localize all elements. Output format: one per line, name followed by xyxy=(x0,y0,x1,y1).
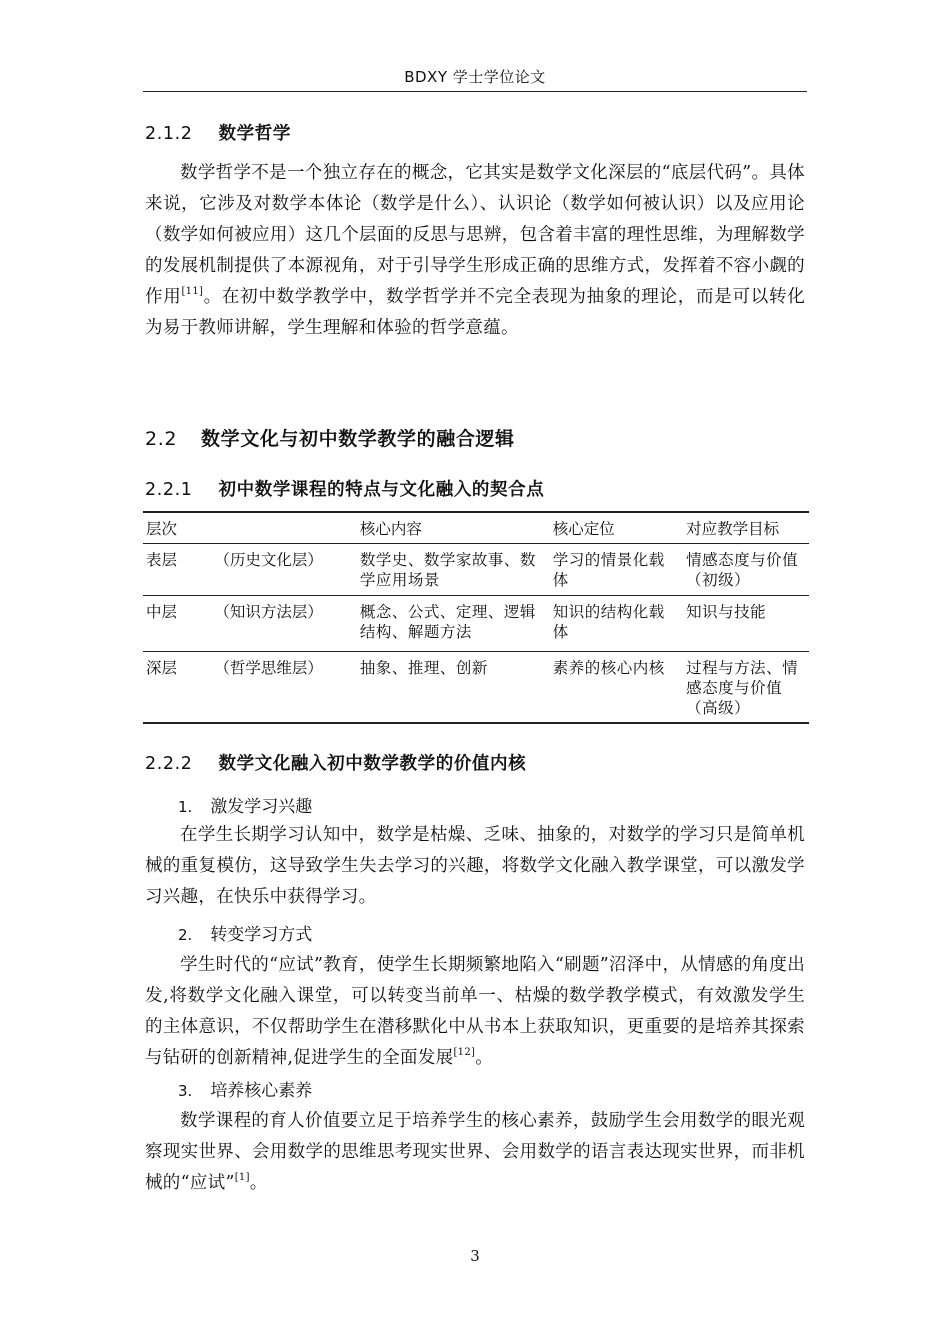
list-item-paragraph xyxy=(145,1106,805,1199)
table-header-cell xyxy=(211,512,357,544)
section-number: 2.2 xyxy=(145,428,178,450)
table-cell: 学习的情景化载体 xyxy=(552,551,665,589)
table-row xyxy=(143,596,809,652)
paragraph-text: 数学哲学不是一个独立存在的概念，它其实是数学文化深层的“底层代码”。具体来说，它涉及对数学本体论（数学是什么）、认识论（数学如何被认识）以及应用论（数学如何被应用）这几个层面的反思与思辨，包含着丰富的理性思维，为理解数学的发展机制提供了本源视角，对于引导学生形成正确的思维方式，发挥着不容小觑的作用 xyxy=(145,163,805,307)
section-heading-2-1-2 xyxy=(145,120,291,145)
list-title: 培养核心素养 xyxy=(210,1081,313,1101)
table-cell: 情感态度与价值（初级） xyxy=(686,551,799,589)
paragraph-text: 。 xyxy=(475,1048,494,1068)
table-cell: 深层 xyxy=(146,659,178,677)
table-cell: 素养的核心内核 xyxy=(552,659,665,677)
table-cell: 概念、公式、定理、逻辑结构、解题方法 xyxy=(359,603,536,641)
table-cell: （哲学思维层） xyxy=(214,659,323,677)
table-header-cell: 对应教学目标 xyxy=(686,520,780,538)
table-cell: 知识的结构化载体 xyxy=(552,603,665,641)
table-cell: 过程与方法、情感态度与价值（高级） xyxy=(686,659,799,717)
header-rule xyxy=(143,91,807,92)
list-item-paragraph xyxy=(145,950,805,1074)
list-title: 激发学习兴趣 xyxy=(210,797,313,817)
table-header-cell: 核心定位 xyxy=(552,520,615,538)
table-header-cell: 核心内容 xyxy=(359,520,422,538)
list-item-heading xyxy=(178,920,312,945)
section-number: 2.1.2 xyxy=(145,124,193,144)
table-header-cell: 层次 xyxy=(146,520,178,538)
section-heading-2-2-2 xyxy=(145,750,526,775)
running-header: BDXY 学士学位论文 xyxy=(404,68,546,86)
levels-table xyxy=(143,511,809,724)
table-cell: （知识方法层） xyxy=(214,603,323,621)
list-item-heading xyxy=(178,1076,312,1101)
list-number: 3. xyxy=(178,1082,193,1100)
section-title: 初中数学课程的特点与文化融入的契合点 xyxy=(218,480,545,500)
list-title: 转变学习方式 xyxy=(210,925,313,945)
page-number: 3 xyxy=(470,1247,480,1265)
citation: [1] xyxy=(234,1172,250,1183)
table-header-row xyxy=(143,512,809,544)
paragraph-text: 。在初中数学教学中，数学哲学并不完全表现为抽象的理论，而是可以转化为易于教师讲解，学生理解和体验的哲学意蕴。 xyxy=(145,287,805,338)
list-number: 1. xyxy=(178,798,193,816)
table-cell: 表层 xyxy=(146,551,178,569)
section-title: 数学哲学 xyxy=(218,124,291,144)
list-item-paragraph xyxy=(145,820,805,913)
list-item-heading xyxy=(178,792,312,817)
section-number: 2.2.1 xyxy=(145,480,193,500)
section-heading-2-2 xyxy=(145,424,515,451)
section-title: 数学文化与初中数学教学的融合逻辑 xyxy=(201,428,515,450)
table-row xyxy=(143,652,809,724)
paragraph-text: 在学生长期学习认知中，数学是枯燥、乏味、抽象的，对数学的学习只是简单机械的重复模仿，这导致学生失去学习的兴趣，将数学文化融入教学课堂，可以激发学习兴趣，在快乐中获得学习。 xyxy=(145,825,805,907)
section-title: 数学文化融入初中数学教学的价值内核 xyxy=(218,754,527,774)
paragraph-text: 。 xyxy=(249,1173,268,1193)
citation: [12] xyxy=(453,1047,476,1058)
list-number: 2. xyxy=(178,926,193,944)
table-cell: 数学史、数学家故事、数学应用场景 xyxy=(359,551,536,589)
paragraph-text: 数学课程的育人价值要立足于培养学生的核心素养，鼓励学生会用数学的眼光观察现实世界、会用数学的思维思考现实世界、会用数学的语言表达现实世界，而非机械的“应试” xyxy=(145,1111,805,1193)
table-cell: 抽象、推理、创新 xyxy=(359,659,488,677)
section-heading-2-2-1 xyxy=(145,476,544,501)
paragraph-text: 学生时代的“应试”教育，使学生长期频繁地陷入“刷题”沼泽中，从情感的角度出发,将数学文化融入课堂，可以转变当前单一、枯燥的数学教学模式，有效激发学生的主体意识，不仅帮助学生在潜移默化中从书本上获取知识，更重要的是培养其探索与钻研的创新精神,促进学生的全面发展 xyxy=(145,955,805,1068)
table-cell: （历史文化层） xyxy=(214,551,323,569)
table-cell: 知识与技能 xyxy=(686,603,767,621)
section-number: 2.2.2 xyxy=(145,754,193,774)
paragraph-math-philosophy xyxy=(145,158,805,344)
table-cell: 中层 xyxy=(146,603,178,621)
citation: [11] xyxy=(181,286,204,297)
table-row xyxy=(143,544,809,596)
